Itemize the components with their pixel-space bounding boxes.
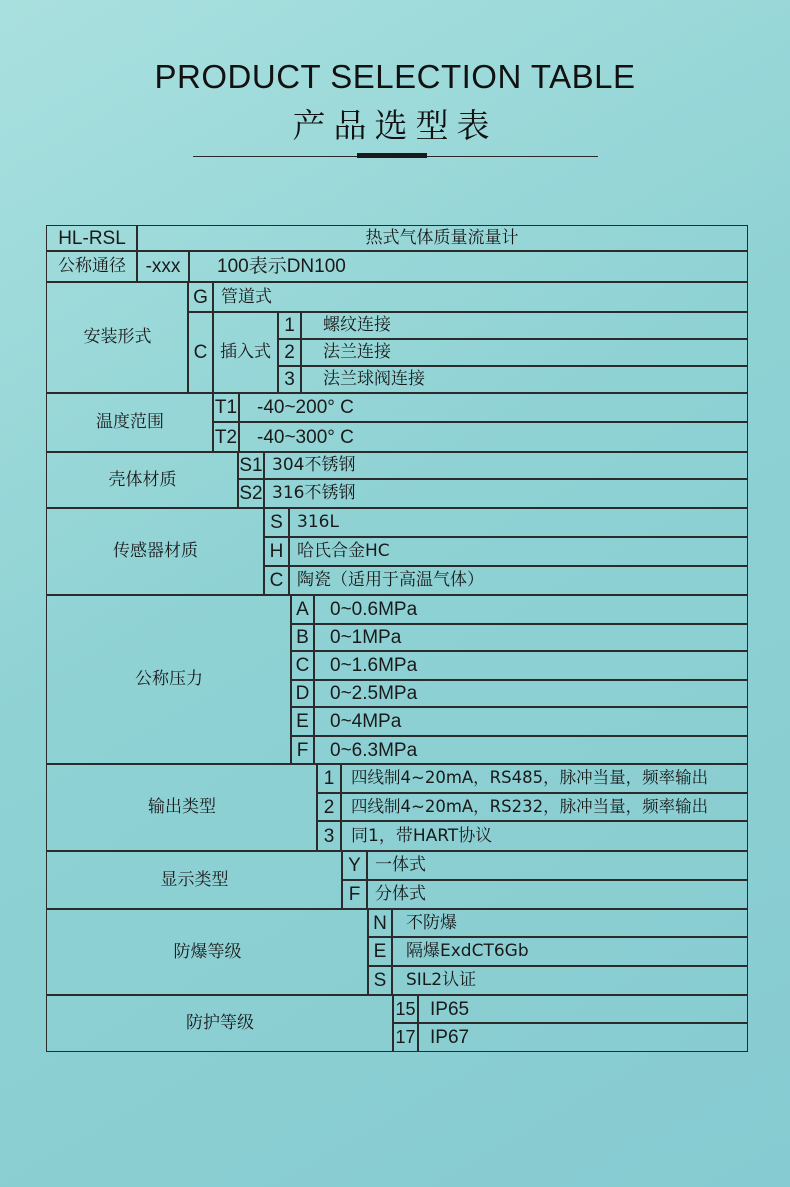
output-desc: 同1，带HART协议 — [340, 820, 748, 852]
pressure-code: D — [290, 679, 315, 708]
explosion-code: E — [367, 936, 393, 967]
pressure-desc: 0~0.6MPa — [313, 594, 748, 625]
protection-label: 防护等级 — [46, 994, 394, 1052]
pressure-code: C — [290, 650, 315, 681]
protection-code: 17 — [392, 1022, 419, 1052]
install-opt-desc: 螺纹连接 — [300, 311, 748, 340]
display-code: Y — [341, 850, 368, 881]
sensor-desc: 哈氏合金HC — [288, 536, 748, 567]
protection-code: 15 — [392, 994, 419, 1024]
sensor-desc: 316L — [288, 507, 748, 538]
output-desc: 四线制4~20mA，RS485，脉冲当量，频率输出 — [340, 763, 748, 794]
title-chinese: 产品选型表 — [292, 106, 498, 145]
sensor-desc: 陶瓷（适用于高温气体） — [288, 565, 748, 596]
protection-desc: IP65 — [417, 994, 748, 1024]
install-pipe-code: G — [187, 281, 214, 313]
temperature-code: T2 — [212, 421, 240, 453]
explosion-code: S — [367, 965, 393, 996]
display-desc: 一体式 — [366, 850, 748, 881]
output-code: 3 — [316, 820, 342, 852]
install-opt-code: 2 — [277, 338, 302, 367]
pressure-desc: 0~1.6MPa — [313, 650, 748, 681]
install-insert-desc: 插入式 — [212, 311, 279, 394]
install-opt-code: 1 — [277, 311, 302, 340]
display-code: F — [341, 879, 368, 910]
output-code: 2 — [316, 792, 342, 822]
pressure-desc: 0~4MPa — [313, 706, 748, 737]
model-code: HL-RSL — [46, 225, 138, 252]
output-code: 1 — [316, 763, 342, 794]
sensor-label: 传感器材质 — [46, 507, 265, 596]
temperature-code: T1 — [212, 392, 240, 423]
install-pipe-desc: 管道式 — [212, 281, 748, 313]
explosion-desc: 隔爆ExdCT6Gb — [391, 936, 748, 967]
pressure-desc: 0~6.3MPa — [313, 735, 748, 765]
sensor-code: H — [263, 536, 290, 567]
display-label: 显示类型 — [46, 850, 343, 910]
install-insert-code: C — [187, 311, 214, 394]
display-desc: 分体式 — [366, 879, 748, 910]
protection-desc: IP67 — [417, 1022, 748, 1052]
install-opt-desc: 法兰连接 — [300, 338, 748, 367]
sensor-code: S — [263, 507, 290, 538]
pressure-code: E — [290, 706, 315, 737]
temperature-desc: -40~300° C — [238, 421, 748, 453]
nominal-desc: 100表示DN100 — [188, 250, 748, 283]
pressure-label: 公称压力 — [46, 594, 292, 765]
housing-code: S2 — [237, 478, 265, 509]
explosion-desc: SIL2认证 — [391, 965, 748, 996]
pressure-code: F — [290, 735, 315, 765]
sensor-code: C — [263, 565, 290, 596]
product-name: 热式气体质量流量计 — [136, 225, 748, 252]
pressure-code: A — [290, 594, 315, 625]
install-opt-code: 3 — [277, 365, 302, 394]
temperature-desc: -40~200° C — [238, 392, 748, 423]
explosion-code: N — [367, 908, 393, 938]
pressure-desc: 0~1MPa — [313, 623, 748, 652]
title-english: PRODUCT SELECTION TABLE — [154, 58, 636, 95]
output-desc: 四线制4~20mA，RS232，脉冲当量，频率输出 — [340, 792, 748, 822]
pressure-code: B — [290, 623, 315, 652]
install-opt-desc: 法兰球阀连接 — [300, 365, 748, 394]
temperature-label: 温度范围 — [46, 392, 214, 453]
explosion-desc: 不防爆 — [391, 908, 748, 938]
explosion-label: 防爆等级 — [46, 908, 369, 996]
housing-desc: 316不锈钢 — [263, 478, 748, 509]
housing-code: S1 — [237, 451, 265, 480]
nominal-label: 公称通径 — [46, 250, 138, 283]
nominal-code: -xxx — [136, 250, 190, 283]
housing-label: 壳体材质 — [46, 451, 239, 509]
output-label: 输出类型 — [46, 763, 318, 852]
housing-desc: 304不锈钢 — [263, 451, 748, 480]
pressure-desc: 0~2.5MPa — [313, 679, 748, 708]
install-label: 安装形式 — [46, 281, 189, 394]
